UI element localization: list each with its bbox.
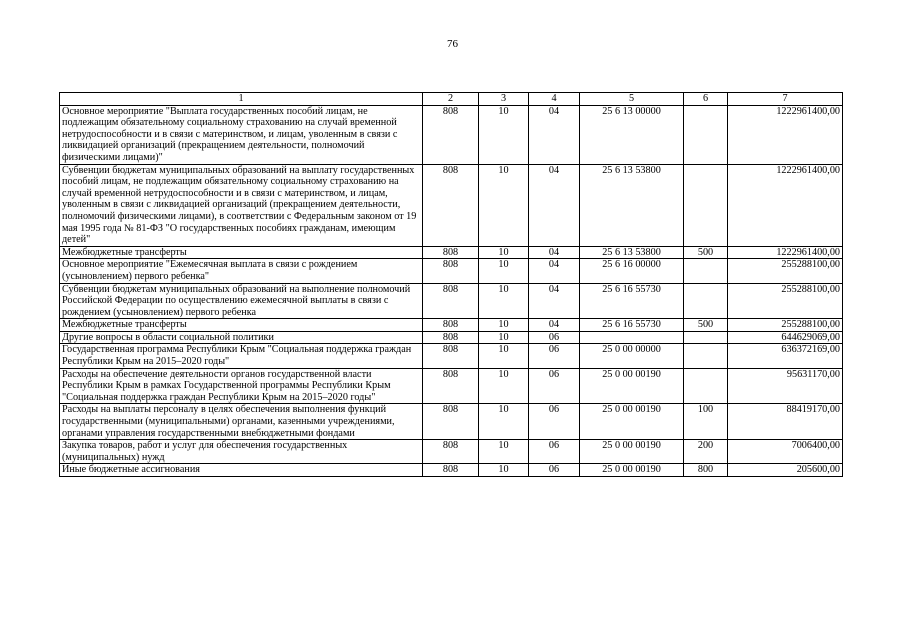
row-subsection-code: 04 — [529, 164, 580, 246]
row-amount: 1222961400,00 — [728, 164, 843, 246]
row-name: Государственная программа Республики Крым "Социальная поддержка граждан Республики Крым на 2015–2020 годы" — [60, 344, 423, 368]
row-section-code: 10 — [479, 246, 529, 259]
row-expense-type-code — [684, 105, 728, 164]
row-subsection-code: 04 — [529, 105, 580, 164]
table-row — [60, 344, 843, 368]
row-subsection-code: 06 — [529, 464, 580, 477]
row-ministry-code: 808 — [423, 368, 479, 404]
row-expense-type-code: 500 — [684, 319, 728, 332]
column-header: 6 — [684, 93, 728, 106]
row-name: Субвенции бюджетам муниципальных образований на выполнение полномочий Российской Федерации по осуществлению ежемесячной выплаты в связи с рождением (усыновлением) первого ребенка — [60, 283, 423, 319]
table-body — [60, 105, 843, 476]
row-target-code: 25 0 00 00000 — [580, 344, 684, 368]
row-ministry-code: 808 — [423, 283, 479, 319]
row-name: Субвенции бюджетам муниципальных образований на выплату государственных пособий лицам, не подлежащим обязательному социальному страхованию на случай временной нетрудоспособности и в связи с материнством, и лицам, уволенным в связи с ликвидацией организаций (прекращением деятельности, полномочий физическими лицами), в соответствии с Федеральным законом от 19 мая 1995 года № 81-ФЗ "О государственных пособиях гражданам, имеющим детей" — [60, 164, 423, 246]
row-subsection-code: 06 — [529, 404, 580, 440]
table-row — [60, 246, 843, 259]
page-number: 76 — [447, 38, 458, 50]
row-subsection-code: 04 — [529, 246, 580, 259]
row-name: Основное мероприятие "Выплата государственных пособий лицам, не подлежащим обязательному социальному страхованию на случай временной нетрудоспособности и в связи с материнством, и лицам, уволенным в связи с ликвидацией организаций (прекращением деятельности, полномочий физическими лицами)" — [60, 105, 423, 164]
column-header: 2 — [423, 93, 479, 106]
row-target-code: 25 6 16 55730 — [580, 283, 684, 319]
row-amount: 644629069,00 — [728, 331, 843, 344]
row-section-code: 10 — [479, 259, 529, 283]
row-name: Межбюджетные трансферты — [60, 246, 423, 259]
row-amount: 7006400,00 — [728, 440, 843, 464]
column-header: 4 — [529, 93, 580, 106]
table-row — [60, 319, 843, 332]
row-name: Основное мероприятие "Ежемесячная выплата в связи с рождением (усыновлением) первого ребенка" — [60, 259, 423, 283]
row-target-code: 25 0 00 00190 — [580, 464, 684, 477]
row-section-code: 10 — [479, 344, 529, 368]
column-header: 7 — [728, 93, 843, 106]
row-expense-type-code: 100 — [684, 404, 728, 440]
table-row — [60, 331, 843, 344]
row-name: Расходы на обеспечение деятельности органов государственной власти Республики Крым в рамках Государственной программы Республики Крым "Социальная поддержка граждан Республики Крым на 2015–2020 годы" — [60, 368, 423, 404]
row-amount: 255288100,00 — [728, 319, 843, 332]
row-target-code: 25 0 00 00190 — [580, 404, 684, 440]
row-name: Другие вопросы в области социальной политики — [60, 331, 423, 344]
row-ministry-code: 808 — [423, 331, 479, 344]
row-subsection-code: 04 — [529, 319, 580, 332]
table-row — [60, 464, 843, 477]
row-target-code: 25 0 00 00190 — [580, 368, 684, 404]
row-amount: 1222961400,00 — [728, 105, 843, 164]
row-section-code: 10 — [479, 319, 529, 332]
row-ministry-code: 808 — [423, 344, 479, 368]
row-subsection-code: 04 — [529, 259, 580, 283]
row-section-code: 10 — [479, 283, 529, 319]
row-target-code: 25 6 16 55730 — [580, 319, 684, 332]
row-section-code: 10 — [479, 404, 529, 440]
row-amount: 205600,00 — [728, 464, 843, 477]
table-row — [60, 259, 843, 283]
column-header: 1 — [60, 93, 423, 106]
row-ministry-code: 808 — [423, 319, 479, 332]
row-section-code: 10 — [479, 105, 529, 164]
row-expense-type-code — [684, 259, 728, 283]
row-expense-type-code — [684, 283, 728, 319]
row-ministry-code: 808 — [423, 259, 479, 283]
row-ministry-code: 808 — [423, 246, 479, 259]
row-section-code: 10 — [479, 164, 529, 246]
row-target-code: 25 6 16 00000 — [580, 259, 684, 283]
row-expense-type-code: 200 — [684, 440, 728, 464]
table-header-row — [60, 93, 843, 106]
row-target-code — [580, 331, 684, 344]
row-ministry-code: 808 — [423, 404, 479, 440]
table-row — [60, 105, 843, 164]
row-expense-type-code — [684, 331, 728, 344]
table-row — [60, 283, 843, 319]
row-subsection-code: 06 — [529, 440, 580, 464]
row-target-code: 25 6 13 00000 — [580, 105, 684, 164]
row-name: Иные бюджетные ассигнования — [60, 464, 423, 477]
row-name: Закупка товаров, работ и услуг для обеспечения государственных (муниципальных) нужд — [60, 440, 423, 464]
table-row — [60, 164, 843, 246]
row-subsection-code: 06 — [529, 331, 580, 344]
row-expense-type-code — [684, 344, 728, 368]
row-expense-type-code: 800 — [684, 464, 728, 477]
row-amount: 636372169,00 — [728, 344, 843, 368]
budget-table — [59, 92, 843, 477]
row-name: Межбюджетные трансферты — [60, 319, 423, 332]
row-section-code: 10 — [479, 464, 529, 477]
row-ministry-code: 808 — [423, 105, 479, 164]
table-row — [60, 440, 843, 464]
row-section-code: 10 — [479, 440, 529, 464]
row-amount: 95631170,00 — [728, 368, 843, 404]
row-section-code: 10 — [479, 331, 529, 344]
row-section-code: 10 — [479, 368, 529, 404]
table-row — [60, 404, 843, 440]
column-header: 3 — [479, 93, 529, 106]
row-subsection-code: 04 — [529, 283, 580, 319]
column-header: 5 — [580, 93, 684, 106]
row-amount: 88419170,00 — [728, 404, 843, 440]
row-target-code: 25 0 00 00190 — [580, 440, 684, 464]
row-expense-type-code — [684, 368, 728, 404]
row-target-code: 25 6 13 53800 — [580, 164, 684, 246]
row-amount: 255288100,00 — [728, 283, 843, 319]
row-subsection-code: 06 — [529, 368, 580, 404]
row-amount: 1222961400,00 — [728, 246, 843, 259]
row-ministry-code: 808 — [423, 440, 479, 464]
row-expense-type-code — [684, 164, 728, 246]
row-target-code: 25 6 13 53800 — [580, 246, 684, 259]
row-name: Расходы на выплаты персоналу в целях обеспечения выполнения функций государственными (муниципальными) органами, казенными учреждениями, органами управления государственными внебюджетными фондами — [60, 404, 423, 440]
row-ministry-code: 808 — [423, 464, 479, 477]
row-ministry-code: 808 — [423, 164, 479, 246]
row-subsection-code: 06 — [529, 344, 580, 368]
table-row — [60, 368, 843, 404]
row-amount: 255288100,00 — [728, 259, 843, 283]
row-expense-type-code: 500 — [684, 246, 728, 259]
